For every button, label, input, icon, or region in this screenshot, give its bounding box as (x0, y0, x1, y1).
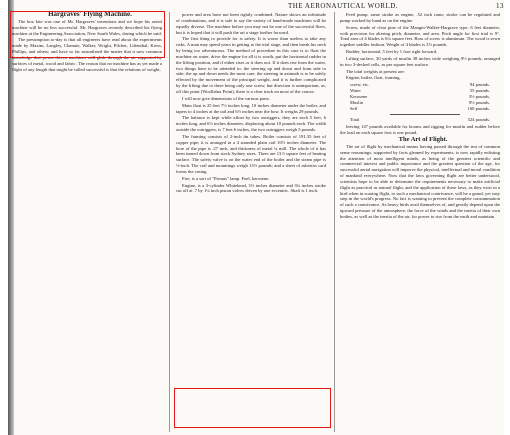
weight-item: Muslin (350, 99, 364, 105)
paragraph: The art of flight by mechanical means having passed through the test of common sense reasonings, supported by facts gleaned by experiments, is now rapidly enlisting the attention of most intelligent minds, as being of the greatest scientific and commercial interest and public importance and the greatest question of the age, for successful aerial navigation will improve the physical, intellectual and moral condition of mankind everywhere. Now that the laws governing flight are better understood, scientists hope to be able to determine the requirements necessary to make artificial flight as practical as natural flight, and the application of these laws, as they exist in a bird when in soaring flight, to such a mechanical contrivance, will be a grand, yet easy step in the world's progress. No fact is wanting to prevent the complete consummation of such a contrivance. As heavy birds avail themselves of, and greatly depend upon the upward pressure of the atmosphere, the force of the winds and the inertia of their own bodies, as well as the inertia of the air, for power to rise from the earth and maintain (340, 143, 500, 219)
paragraph: The first thing to provide for is safety. It is worse than useless to take any risks. A man may spend years in getting to the trial stage, and then break his neck by being too adventurous. The method of procedure in this case is to float the machine on water, drive the engine for all it is worth, put the horizontal rudder in the lifting position, and if either rises or it does not. If it does rise from the water, two things have to be attended to; the steering up and down and from side to side; the up and down needs the most care; the steering in azimuth is to be safely effected by the movement of the principal weight, and it is further complicated by the lifting due to there being only one screw, but direction is unimportant, as, off this point (Woollahra Point), there is a clear track on most of the course. (176, 36, 326, 94)
section-title: The Art of Flight. (398, 136, 448, 144)
journal-title: THE AERONAUTICAL WORLD. (287, 2, 399, 10)
paragraph: The presumption to-day is that all engineers have read about the experiments made by Maxim, Langley, Chanute, Walker, Wright, Pilcher, Lilienthal, Kress, Phillips, and others; and have so far assimilated the matter that it now common knowledge that power-driven machines will glide through the air supported by surfaces of metal, wood and fabric. The reason that no machine has as yet made a flight of any length that might be called successful is that the relations of weight, (12, 37, 162, 72)
paragraph: power and area have not been rightly combined. Nature shows an infinitude of combinations, and it is safe to say the variety of hand-made machines will be equally diverse. The machine before you may not be one of the successful fliers, but it is hoped that it will push the art a stage further forward. (176, 12, 326, 35)
article-title: Hargraves' Flying Machine. (48, 10, 132, 18)
column-middle (176, 12, 326, 195)
total-value: 324 pounds. (467, 116, 490, 122)
paragraph: Main float is 25 feet 7½ inches long, 10 inches diameter under the boiler, and tapers to 4 inches at the tail and 6½ inches near the bow. It weighs 29 pounds. (176, 102, 326, 114)
boxed-paragraph: The box kite was one of Mr. Hargraves' inventions and we hope his aerial machine will be no less successful. Mr. Hargraves recently described his flying machine at the Engineering Association, New South Wales, during which he said: (12, 18, 162, 36)
weight-item: Water (350, 88, 361, 94)
column-divider (334, 12, 335, 432)
paragraph: Screw, made of clear pine of the Mangin-Walker-Hargrave type, 6 feet diameter, with provision for altering pitch, diameter, and area. Pitch angle for first trial is 9°. Total area of 4 blades is 6¼ square feet. Boss of screw is aluminum. The wood is sewn together saddler fashion. Weight of 4 blades is 3½ pounds. (340, 24, 500, 48)
weights-table (350, 82, 500, 122)
weight-value: 3½ pounds. (468, 93, 490, 99)
paragraph: leaving 147 pounds available for booms and rigging for muslin and rudder before the load on each square foot is one pound. (340, 124, 500, 136)
running-header (178, 2, 508, 10)
weight-item: Kerosene (350, 93, 368, 99)
weight-item: Self (350, 105, 358, 111)
paragraph: The balance is kept while afloat by two outriggers, they are each 5 feet, 6 inches long, and 6½ inches diameter, displacing about 10 pounds each. The width outside the outriggers, is 7 feet 6 inches, the two outriggers weigh 5 pounds. (176, 115, 327, 133)
paragraph: Engine, boiler, float, framing, (346, 75, 401, 81)
paragraph: Lifting surface, 30 yards of muslin 38 inches wide weighing 9½ pounds, arranged in two 3-decked cells, as per square feet surface. (340, 55, 500, 67)
column-divider (169, 12, 170, 432)
page-number: 13 (496, 2, 504, 10)
weights-row (350, 106, 500, 112)
weight-value: 55 pounds. (469, 88, 490, 94)
paragraph: The total weights at present are: (346, 68, 405, 74)
document-page (8, 0, 504, 435)
weight-value: 9½ pounds. (468, 99, 490, 105)
weight-value: 94 pounds. (469, 82, 490, 88)
total-rule (390, 114, 460, 115)
column-right (340, 12, 500, 221)
paragraph: Fire, is a sort of "Primus" lamp. Fuel, kerosene. (182, 175, 270, 181)
boxed-paragraph: Engine, is a 3-cylinder Whitehead, 3½ inches diameter and 3¾ inches stroke cut off at .7 by 1¼ inch piston valves driven by one eccentric. Shaft is 1 inch. (176, 182, 326, 194)
weight-item: screw, etc. (350, 82, 370, 88)
paragraph: The framing consists of 2-inch tin tubes. Boiler consists of 191.35 feet of copper pipe; it is arranged in a 4 stranded plain coil 10½ inches diameter. The bore of the pipe is .27 inch, and thickness of metal ¼ mill. The whole of it has been turned down from stock Sydney sizes. There are 13.5 square feet of heating surface. The safety valve is on the water end of the boiler and the steam pipe is ½-inch. The coil and mountings weigh 13½ pounds; and a sheet of asbestos card forms the casing. (176, 133, 326, 174)
paragraph: Rudder, horizontal, 5 feet by 1 foot right forward. (346, 49, 438, 55)
weight-value: 160 pounds. (467, 105, 490, 111)
paragraph: Feed pump, same stroke as engine, .52 inch rams; stroke can be regulated and pump worked by hand as on the engine. (340, 12, 500, 23)
highlight-box-middle (174, 388, 331, 428)
column-left (12, 12, 162, 73)
total-label: Total (350, 116, 360, 122)
paragraph: I will now give dimensions of the various parts: (182, 95, 270, 101)
weights-total-row (350, 117, 500, 123)
